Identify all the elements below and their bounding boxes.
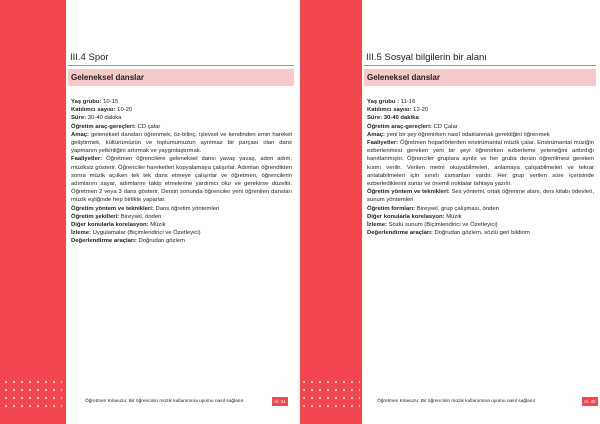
field-label: Faaliyetler: — [367, 140, 399, 147]
field-label: Öğretim araç-gereçleri: — [367, 123, 432, 130]
left-field-1 — [71, 106, 292, 114]
right-field-5 — [367, 139, 594, 188]
right-dot-pattern — [300, 378, 360, 410]
left-field-9 — [71, 229, 292, 237]
field-value: Doğrudan gözlem — [136, 238, 185, 245]
field-label: Diğer konularla korelasyon: — [367, 213, 445, 220]
right-field-1 — [367, 106, 594, 114]
right-footer: Öğretmen Kılavuzu: Bir öğrencinin müzik kullanımına uyumu nasıl sağlanır — [377, 399, 536, 404]
field-label: Öğretim araç-gereçleri: — [71, 123, 136, 130]
field-value: Öğretmen hoparlörlerden enstrümantal müzik çalar. Enstrümantal müziğin ezberlenmesi gereken yeni bir şeyi öğrenirken ezberleme yeteneğini arttırdığı kanıtlanmıştır. Öğrenciler gruplara ayrılır ve her gruba dersin öğrenilmesi gereken kısmı verilir. Verilen metni okuyabilmeleri, anlamaya çalışabilmeleri ve tekrar anlatabilmeleri için sınırlı zamanları vardır. Her grup verilen süre içerisinde ezberlediklerini sunar ve önemli noktalar tahtaya yazılır. — [367, 140, 594, 188]
field-value: yeni bir şey öğrenirken nasıl odaklanmak gerektiğini öğrenmek — [385, 131, 550, 138]
left-field-8 — [71, 221, 292, 229]
left-field-3 — [71, 123, 292, 131]
right-body — [367, 98, 594, 237]
field-label: Diğer konularla korelasyon: — [71, 222, 149, 229]
field-value: Bireysel, grup çalışması, önden — [415, 205, 499, 212]
field-value: Doğrudan gözlem, sözlü geri bildirim — [432, 230, 530, 237]
field-value: 10-15 — [101, 99, 119, 105]
field-value: Ses yöntemi, ortak öğrenme alanı, ders kitabı ödevleri, sunum yöntemleri — [367, 189, 594, 204]
left-field-2 — [71, 114, 292, 122]
field-label: Yaş grubu : — [367, 99, 400, 105]
right-section-title: III.5 Sosyal bilgilerin bir alanı — [366, 52, 487, 63]
field-label: Değerlendirme araçları: — [367, 230, 433, 237]
field-value: Dans öğretim yöntemleri — [153, 205, 220, 212]
field-label: İzleme: — [71, 230, 91, 237]
field-value: CD çalar — [135, 123, 161, 130]
right-accent-bar — [300, 0, 362, 424]
field-value: 10-20 — [115, 107, 133, 114]
field-label: Amaç: — [367, 131, 386, 138]
left-field-4 — [71, 131, 292, 156]
left-accent-bar — [0, 0, 66, 424]
field-label: Amaç: — [71, 131, 90, 138]
right-field-7 — [367, 205, 594, 213]
right-field-3 — [367, 123, 594, 131]
field-value: 12-20 — [411, 107, 429, 114]
field-label: Yaş grubu: — [71, 99, 102, 105]
right-page — [300, 0, 600, 424]
field-value: geleneksel dansları öğrenmek, öz-bilinç, işlevsel ve kendinden emin hareket geliştirmek, kültürümüzün ve toplumumuzun ayrılmaz bir parçası olan dans yapmanın yetkinliğini artırmak ve yaygınlaştırmak. — [71, 131, 292, 155]
field-label: Faaliyetler: — [71, 156, 103, 163]
field-label: Değerlendirme araçları: — [71, 238, 137, 245]
left-field-0 — [71, 98, 292, 106]
right-field-10 — [367, 229, 594, 237]
left-page-number: sf. 34 — [272, 397, 288, 406]
field-value: Uygulamalar (Biçimlendirici ve Özetleyici) — [90, 230, 201, 237]
right-title-rule — [364, 65, 596, 66]
right-activity-heading: Geleneksel danslar — [367, 73, 440, 82]
field-label: Süre: 30-40 dakika — [367, 115, 419, 122]
right-field-0 — [367, 98, 594, 106]
right-field-6 — [367, 188, 594, 204]
field-value: Bireysel, önden — [119, 213, 162, 220]
right-page-number: sf. 35 — [582, 397, 598, 406]
right-field-4 — [367, 131, 594, 139]
left-field-6 — [71, 205, 292, 213]
field-value: 11-16 — [399, 99, 416, 105]
field-value: Sözlü sunum (Biçimlendirici ve Özetleyici) — [386, 222, 498, 229]
field-value: CD Çalar — [431, 123, 458, 130]
field-label: Katılımcı sayısı: — [71, 107, 116, 114]
field-value: Müzik — [444, 213, 462, 220]
field-value: Müzik — [148, 222, 166, 229]
left-activity-heading: Geleneksel danslar — [71, 73, 144, 82]
left-field-10 — [71, 237, 292, 245]
field-label: Öğretim yöntem ve teknikleri: — [71, 205, 154, 212]
field-label: Katılımcı sayısı: — [367, 107, 412, 114]
field-value: 30-40 dakika — [86, 115, 122, 122]
left-section-title: III.4 Spor — [70, 52, 109, 63]
right-field-2 — [367, 114, 594, 122]
left-title-rule — [68, 65, 294, 66]
left-field-5 — [71, 155, 292, 204]
field-label: Süre: — [71, 115, 87, 122]
field-label: Öğretim yöntem ve teknikleri: — [367, 189, 450, 196]
left-body — [71, 98, 292, 246]
right-field-9 — [367, 221, 594, 229]
field-label: İzleme: — [367, 222, 387, 229]
left-footer: Öğretmen Kılavuzu: Bir öğrencinin müzik kullanımına uyumu nasıl sağlanır — [85, 399, 244, 404]
field-value: Öğretmen öğrencilere geleneksel dansı yavaş yavaş, adım adım, müziksiz gösterir. Öğrenciler hareketleri kopyalamaya çalışırlar. Adımları öğrendikten sonra müzik açılken tek tek dans etmeye çalışırlar ve öğretmen, öğrencilerin adımlarını sayar, adımlarını takip etmelerine yardımcı olur ve gerekirse düzeltir. Öğretmen 2 veya 3 dans gösterir. Dersin sonunda öğrenciler yeni öğrenilen dansları müzik eşliğinde hep birlikte yaparlar. — [71, 156, 292, 204]
field-label: Öğretim şekilleri: — [71, 213, 120, 220]
right-field-8 — [367, 213, 594, 221]
left-dot-pattern — [2, 378, 62, 410]
left-field-7 — [71, 213, 292, 221]
field-label: Öğretim formları: — [367, 205, 416, 212]
